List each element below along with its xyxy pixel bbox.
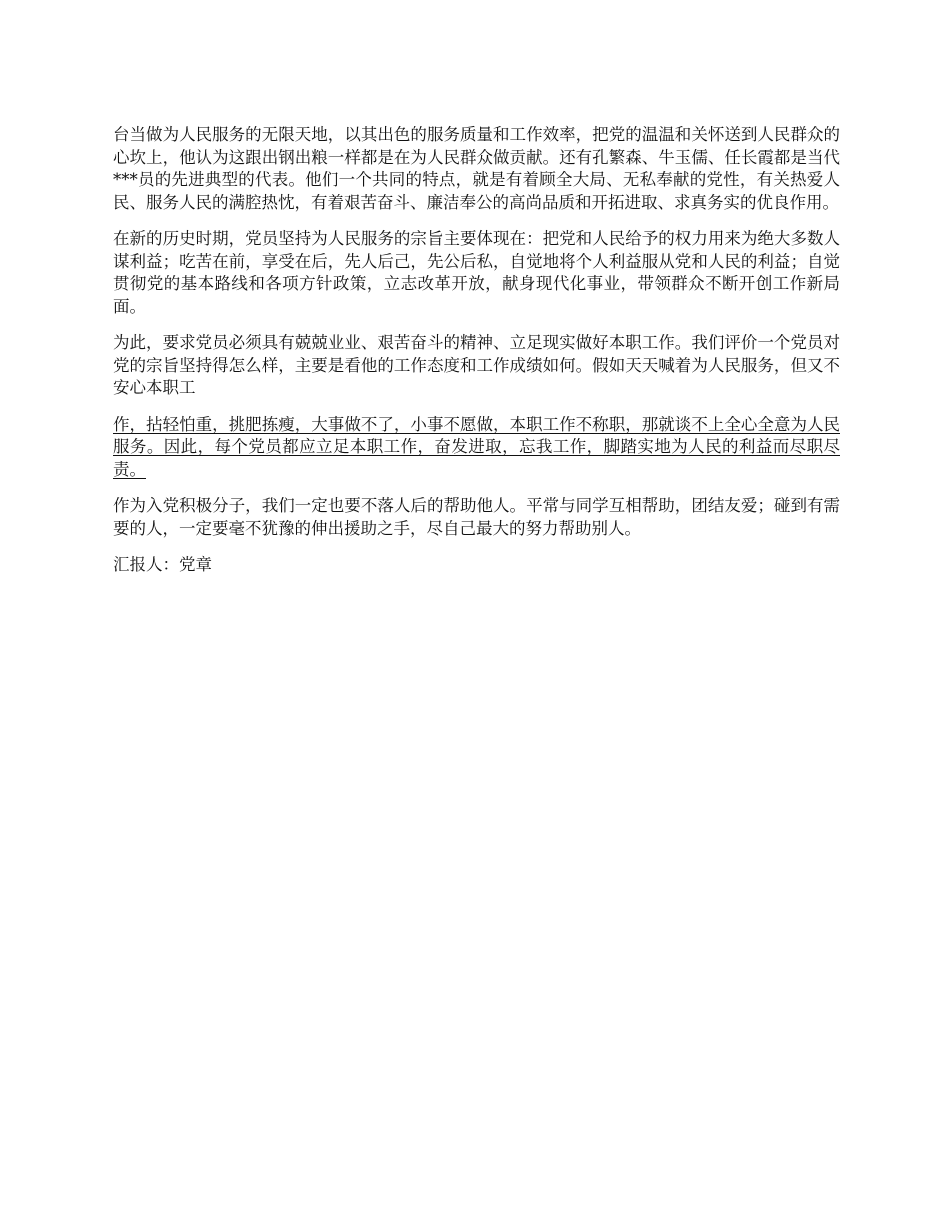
reporter-signature: 汇报人：党章	[113, 555, 212, 574]
paragraph-underlined-duty: 作，拈轻怕重，挑肥拣瘦，大事做不了，小事不愿做，本职工作不称职，那就谈不上全心全意为人民服务。因此，每个党员都应立足本职工作，奋发进取，忘我工作，脚踏实地为人民的利益而尽职尽责。	[113, 414, 840, 479]
paragraph-new-era-purpose: 在新的历史时期，党员坚持为人民服务的宗旨主要体现在：把党和人民给予的权力用来为绝大多数人谋利益；吃苦在前，享受在后，先人后己，先公后私，自觉地将个人利益服从党和人民的利益；自觉贯彻党的基本路线和各项方针政策，立志改革开放，献身现代化事业，带领群众不断开创工作新局面。	[113, 229, 840, 316]
paragraph-job-requirements: 为此，要求党员必须具有兢兢业业、艰苦奋斗的精神、立足现实做好本职工作。我们评价一个党员对党的宗旨坚持得怎么样，主要是看他的工作态度和工作成绩如何。假如天天喊着为人民服务，但又不安心本职工	[113, 333, 840, 397]
paragraph-activist-pledge: 作为入党积极分子，我们一定也要不落人后的帮助他人。平常与同学互相帮助，团结友爱；碰到有需要的人，一定要毫不犹豫的伸出援助之手，尽自己最大的努力帮助别人。	[113, 496, 840, 538]
document-body	[113, 124, 840, 591]
paragraph-service-examples: 台当做为人民服务的无限天地，以其出色的服务质量和工作效率，把党的温温和关怀送到人民群众的心坎上，他认为这跟出钢出粮一样都是在为人民群众做贡献。还有孔繁森、牛玉儒、任长霞都是当代***员的先进典型的代表。他们一个共同的特点，就是有着顾全大局、无私奉献的党性，有关热爱人民、服务人民的满腔热忱，有着艰苦奋斗、廉洁奉公的高尚品质和开拓进取、求真务实的优良作用。	[113, 125, 840, 212]
